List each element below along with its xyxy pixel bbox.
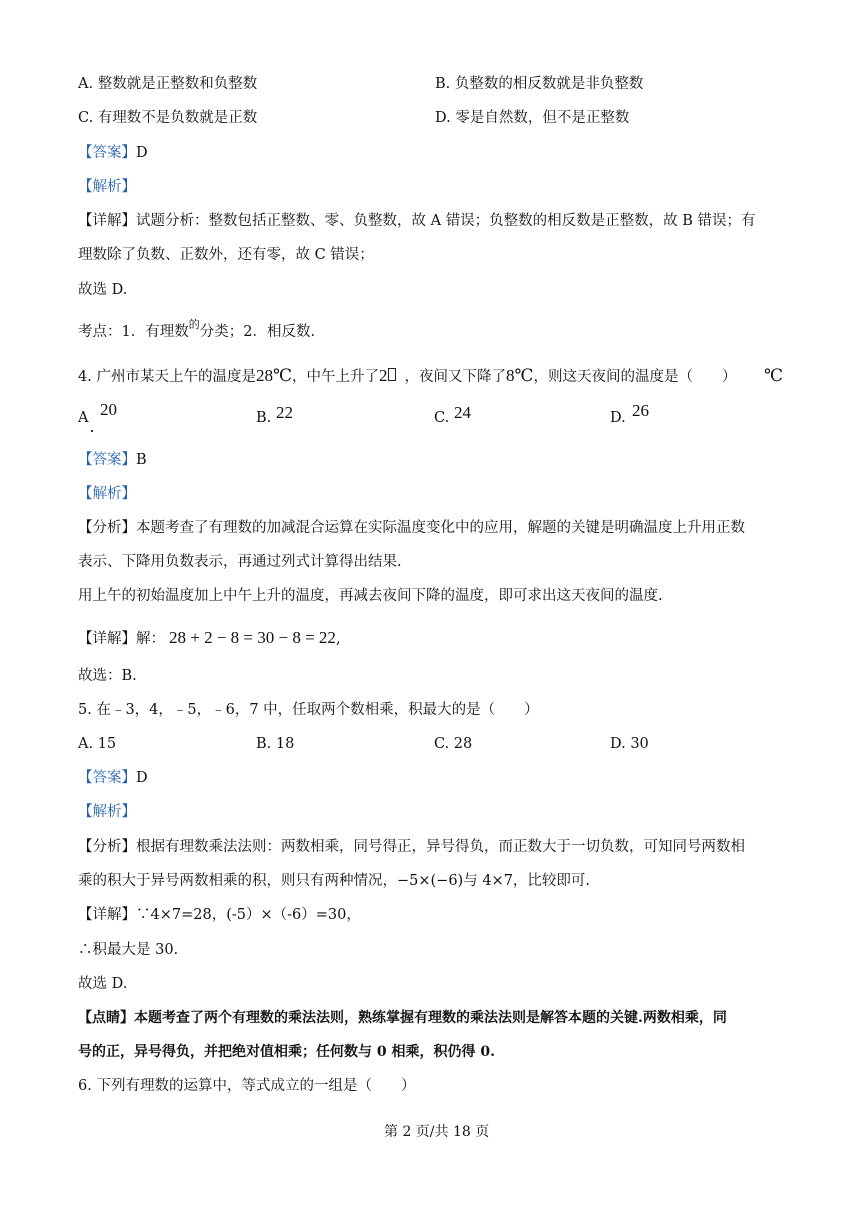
q5-choose: 故选 D. [78, 976, 128, 992]
q3-detail-line2: 理数除了负数、正数外，还有零，故 C 错误； [78, 247, 374, 263]
q3-analysis-tag: 【解析】 [78, 179, 136, 195]
q5-option-c: C. 28 [434, 736, 473, 752]
q5-option-d: D. 30 [610, 736, 649, 752]
q4-fenxi-line3: 用上午的初始温度加上中午上升的温度，再减去夜间下降的温度，即可求出这天夜间的温度. [78, 588, 663, 604]
q5-dianjing-line2: 号的正，异号得负，并把绝对值相乘；任何数与 0 相乘，积仍得 0. [78, 1044, 495, 1060]
q5-stem: 5. 在﹣3，4，﹣5，﹣6，7 中，任取两个数相乘，积最大的是（ ） [78, 702, 539, 718]
q6-stem: 6. 下列有理数的运算中，等式成立的一组是（ ） [78, 1078, 416, 1094]
missing-glyph-box [388, 368, 396, 381]
q4-stem-part-c: ，夜间又下降了 [404, 369, 506, 385]
q4-temp-drop: 8℃ [505, 366, 534, 385]
q4-detail [78, 628, 341, 649]
q5-fenxi-line1: 【分析】根据有理数乘法法则：两数相乘，同号得正，异号得负，而正数大于一切负数，可知同号两数相 [78, 839, 745, 855]
q5-detail: 【详解】∵4×7=28，(-5）×（-6）=30， [78, 907, 361, 923]
answer-value: B [136, 452, 147, 468]
answer-value: D [136, 770, 148, 786]
q4-option-a-value: 20 [100, 400, 117, 419]
q4-stem-part-d: ，则这天夜间的温度是（ ） [533, 369, 737, 385]
q4-option-b-value: 22 [276, 403, 293, 422]
q4-option-a-label: A [78, 410, 89, 426]
q5-fenxi-line2: 乘的积大于异号两数相乘的积，则只有两种情况，−5×(−6)与 4×7，比较即可. [78, 873, 591, 889]
q4-answer-line [78, 450, 147, 470]
q3-choose: 故选 D. [78, 282, 128, 298]
q4-option-d-label: D. [610, 410, 626, 426]
q3-detail-line1: 【详解】试题分析：整数包括正整数、零、负整数，故 A 错误；负整数的相反数是正整数，故 B 错误；有 [78, 213, 756, 229]
q4-option-d-value: 26 [632, 401, 649, 420]
q3-option-a: A. 整数就是正整数和负整数 [78, 76, 258, 92]
page-footer: 第 2 页/共 18 页 [384, 1124, 490, 1140]
answer-tag: 【答案】 [78, 452, 136, 468]
q4-option-a-dot [91, 430, 93, 432]
kaodian-superscript: 的 [188, 318, 200, 331]
q4-option-c-label: C. [434, 410, 450, 426]
q5-analysis-tag: 【解析】 [78, 804, 136, 820]
q4-stem-part-a: 4. 广州市某天上午的温度是 [78, 369, 256, 385]
q4-option-c-value: 24 [454, 403, 471, 422]
answer-value: D [136, 145, 148, 161]
q4-fenxi-line2: 表示、下降用负数表示，再通过列式计算得出结果. [78, 554, 402, 570]
q3-answer-line [78, 143, 148, 163]
q3-kaodian [78, 318, 316, 343]
detail-suffix: , [335, 631, 341, 647]
q4-unit: ℃ [764, 366, 784, 385]
q5-dianjing-line1: 【点睛】本题考查了两个有理数的乘法法则，熟练掌握有理数的乘法法则是解答本题的关键.两数相乘，同 [78, 1010, 727, 1026]
q4-option-b-label: B. [256, 410, 272, 426]
q5-option-b: B. 18 [256, 736, 295, 752]
detail-formula: 28 + 2 − 8 = 30 − 8 = 22 [169, 628, 336, 647]
q5-option-a: A. 15 [78, 736, 117, 752]
q4-stem-part-b: ，中午上升了 [291, 369, 379, 385]
q4-temp-morning: 28℃ [255, 366, 292, 385]
q4-choose: 故选：B. [78, 668, 137, 684]
detail-prefix: 【详解】解： [78, 631, 165, 647]
q3-option-c: C. 有理数不是负数就是正数 [78, 110, 258, 126]
kaodian-text-b: 分类；2．相反数. [199, 324, 316, 340]
q4-stem [78, 366, 737, 387]
q4-temp-rise: 2 [378, 366, 388, 385]
q5-answer-line [78, 768, 148, 788]
answer-tag: 【答案】 [78, 145, 136, 161]
q3-option-b: B. 负整数的相反数就是非负整数 [435, 76, 644, 92]
q3-option-d: D. 零是自然数，但不是正整数 [435, 110, 630, 126]
answer-tag: 【答案】 [78, 770, 136, 786]
kaodian-text-a: 考点：1．有理数 [78, 324, 189, 340]
q4-analysis-tag: 【解析】 [78, 486, 136, 502]
q5-therefore: ∴积最大是 30. [78, 942, 179, 958]
q4-fenxi-line1: 【分析】本题考查了有理数的加减混合运算在实际温度变化中的应用，解题的关键是明确温度上升用正数 [78, 520, 745, 536]
